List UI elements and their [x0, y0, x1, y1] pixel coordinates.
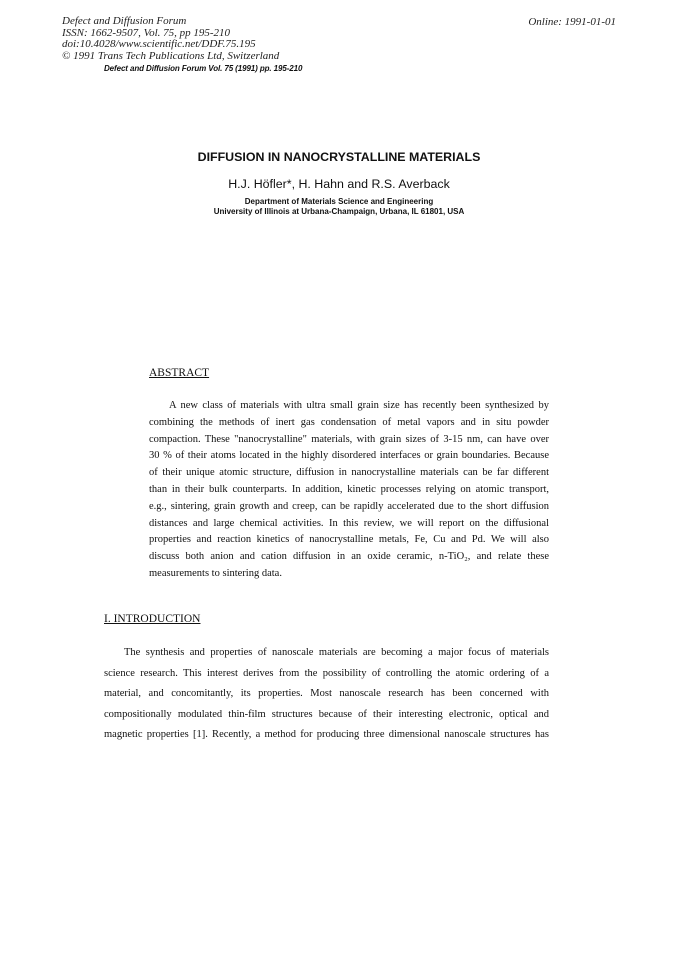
issn-line: ISSN: 1662-9507, Vol. 75, pp 195-210 — [62, 26, 231, 39]
abstract-line: e.g., sintering, grain growth and creep, can be rapidly accelerated due to the short diffusion — [149, 500, 549, 512]
introduction-body — [104, 643, 549, 746]
abstract-line: of their unique atomic structure, diffusion in nanocrystalline materials can be far different — [149, 467, 549, 479]
copyright-line: © 1991 Trans Tech Publications Ltd, Switzerland — [62, 49, 280, 62]
doi-link[interactable]: doi:10.4028/www.scientific.net/DDF.75.195 — [62, 38, 256, 50]
paper-title: DIFFUSION IN NANOCRYSTALLINE MATERIALS — [197, 150, 481, 164]
introduction-heading: I. INTRODUCTION — [104, 613, 201, 625]
abstract-heading: ABSTRACT — [149, 367, 210, 379]
abstract-line: than in their bulk counterparts. In addition, kinetic processes relying on atomic transport, — [149, 483, 549, 495]
running-head: Defect and Diffusion Forum Vol. 75 (1991) pp. 195-210 — [104, 64, 303, 73]
introduction-line: compositionally modulated thin-film structures because of their interesting electronic, optical and — [104, 708, 549, 720]
journal-name: Defect and Diffusion Forum — [62, 15, 187, 27]
abstract-line: discuss both anion and cation diffusion in an oxide ceramic, n-TiO₂, and relate these — [149, 551, 549, 563]
introduction-line: magnetic properties [1]. Recently, a method for producing three dimensional nanoscale structures has — [104, 729, 549, 740]
abstract-line: compaction. These "nanocrystalline" materials, with grain sizes of 3-15 nm, can have over — [149, 433, 549, 445]
abstract-body — [149, 398, 549, 583]
affiliation-department: Department of Materials Science and Engineering — [244, 197, 434, 206]
author-list: H.J. Höfler*, H. Hahn and R.S. Averback — [228, 177, 450, 191]
abstract-line: combining the methods of inert gas condensation of metal vapors and in situ powder — [149, 416, 549, 428]
abstract-line: properties and reaction kinetics of nanocrystalline metals, Fe, Cu and Pd. We will also — [149, 534, 549, 546]
online-date: Online: 1991-01-01 — [528, 16, 616, 28]
introduction-line: The synthesis and properties of nanoscale materials are becoming a major focus of materials — [124, 647, 549, 658]
introduction-line: material, and concomitantly, its properties. Most nanoscale research has been concerned with — [104, 688, 549, 699]
affiliation-university: University of Illinois at Urbana-Champaign, Urbana, IL 61801, USA — [213, 207, 465, 216]
introduction-line: science research. This interest derives from the possibility of controlling the atomic ordering of a — [104, 667, 549, 679]
abstract-line: distances and large chemical activities. In this review, we will report on the diffusional — [149, 517, 549, 529]
publication-metadata — [62, 16, 279, 62]
abstract-line: 30 % of their atoms located in the highly disordered interfaces or grain boundaries. Because — [149, 450, 549, 462]
abstract-line: A new class of materials with ultra small grain size has recently been synthesized by — [169, 400, 549, 411]
abstract-line: measurements to sintering data. — [149, 567, 282, 579]
